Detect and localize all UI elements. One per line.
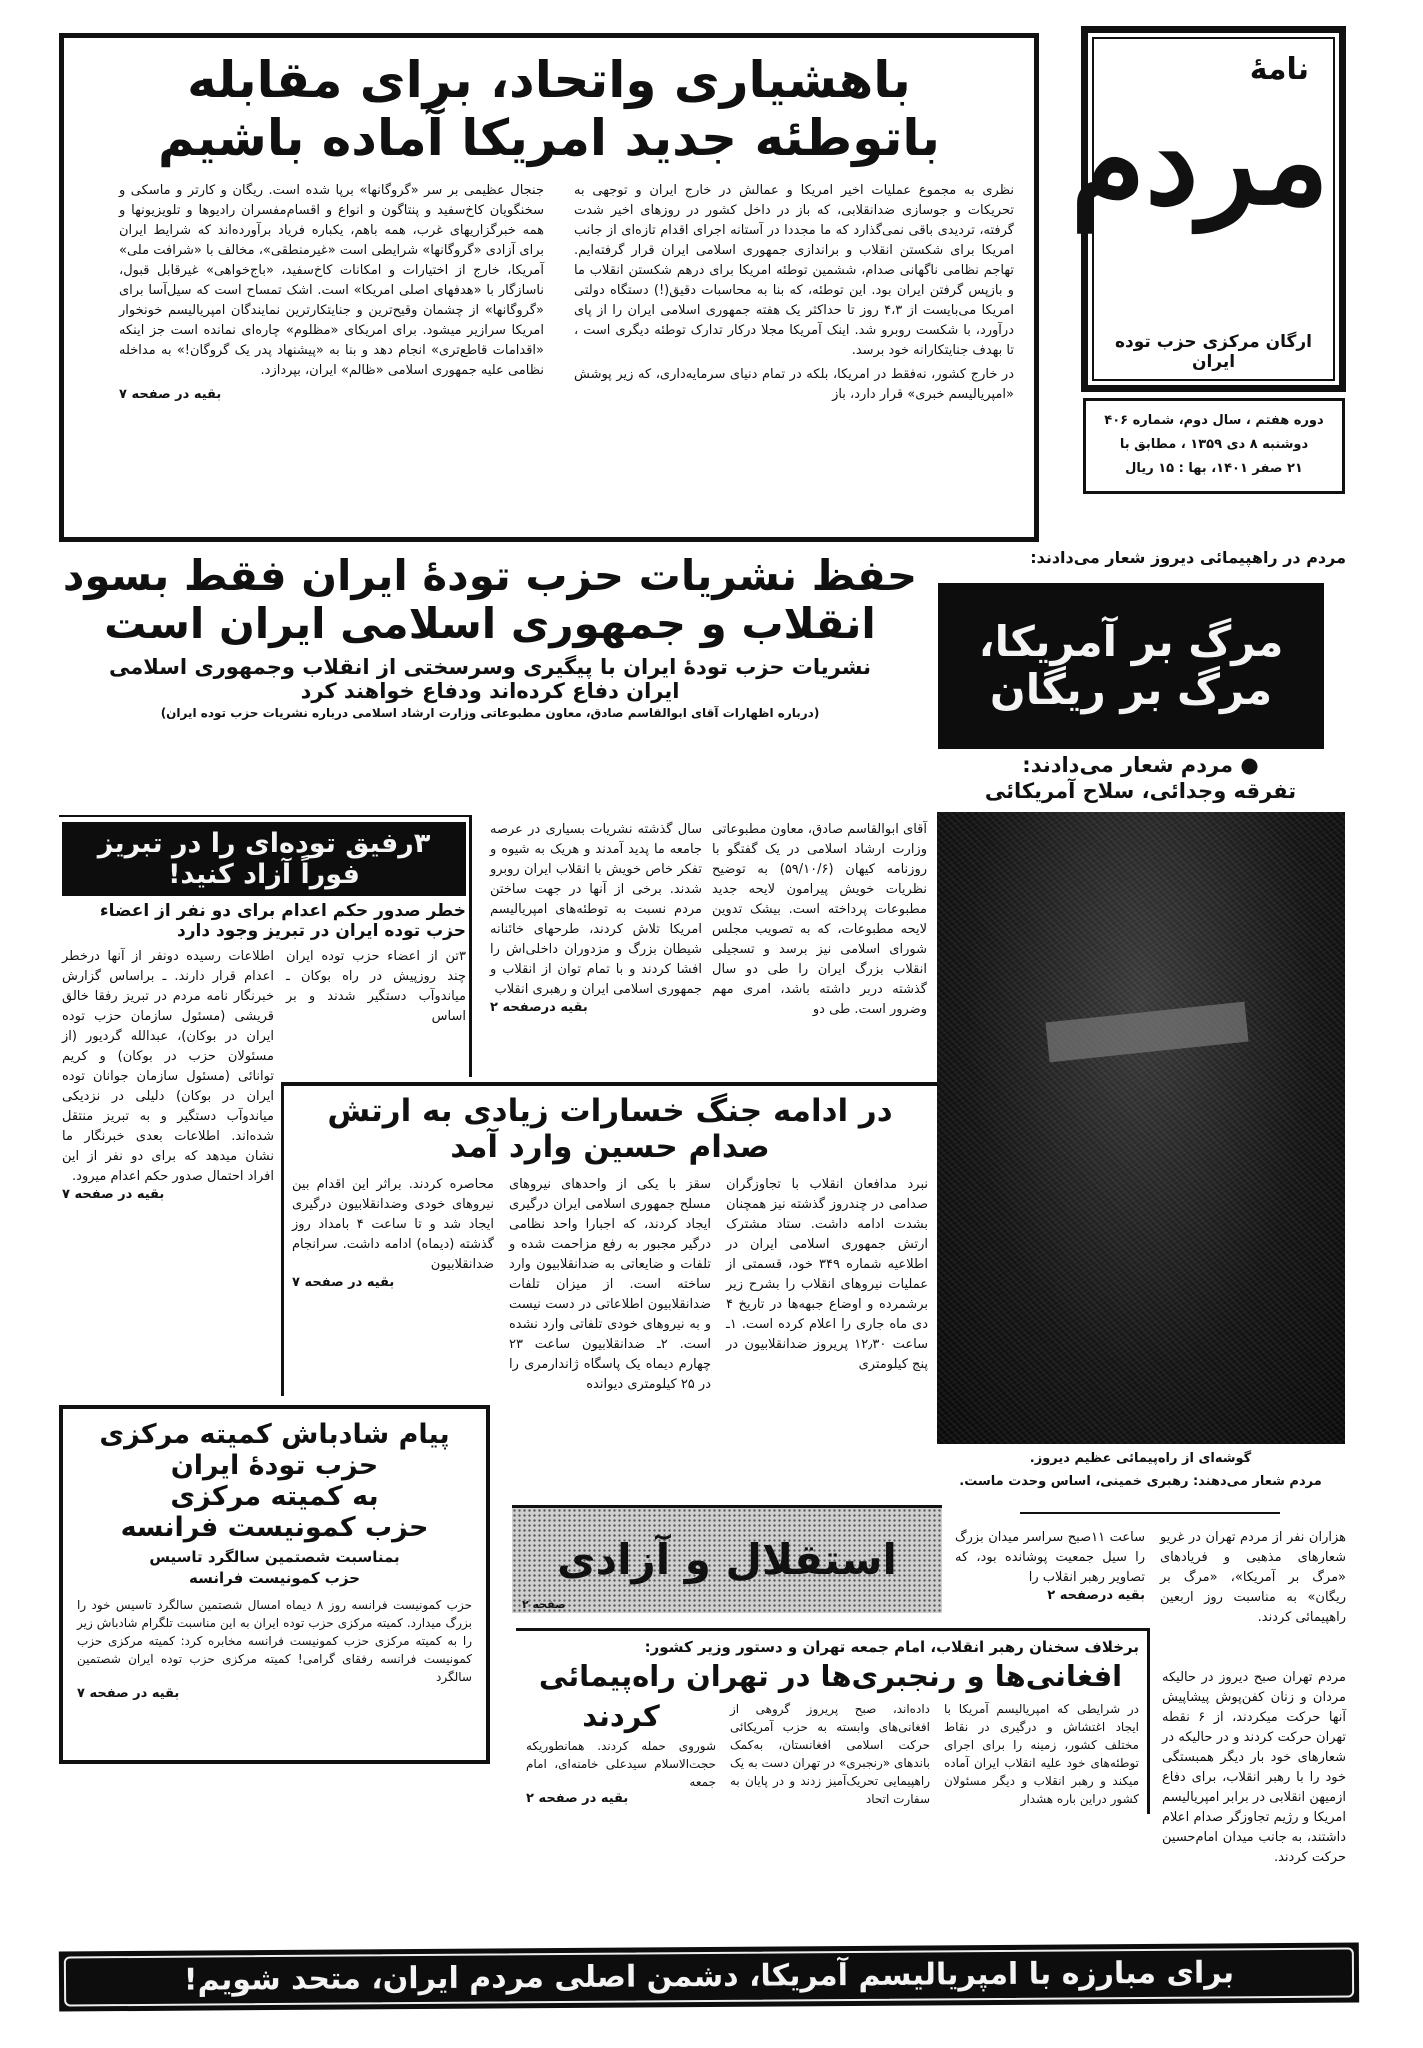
afghan-article xyxy=(516,1628,1150,1814)
afghan-col-mid: داده‌اند، صبح پریروز گروهی از افغانی‌های وابسته به حزب آمریکائی حرکت اسلامی افغانستان، به‌کمک باندهای «رنجبری» در تهران دست به یک راهپیمایی تحریک‌آمیز زدند و در پایان به سفارت اتحاد xyxy=(730,1701,930,1806)
march-photo xyxy=(937,812,1345,1444)
greeting-subhead-2: حزب کمونیست فرانسه xyxy=(188,1569,361,1588)
slogans-black-box xyxy=(938,583,1324,749)
afghan-col-right: در شرایطی که امپریالیسم آمریکا با ایجاد اغتشاش و درگیری در نقاط مختلف کشور، زمینه را برای اجرای توطئه‌های خود علیه انقلاب ایران آماده میکند و رهبر انقلاب و دیگر مسئولان کشور دراین باره هشدار xyxy=(944,1701,1139,1806)
press-subhead-1: نشریات حزب تودهٔ ایران با پیگیری وسرسختی از انقلاب وجمهوری اسلامی xyxy=(109,654,871,679)
press-headline-1: حفظ نشریات حزب تودهٔ ایران فقط بسود xyxy=(62,551,918,600)
top-col-right-text: نظری به مجموع عملیات اخیر امریکا و عمالش در خارج ایران و توجهی به تحریکات و جوسازی ضدانقلابی، که باز در داخل کشور در روزهای اخیر شدت گرفته، تردیدی باقی نمی‌گذارد که ما مجددا در آستانه اجرای اقدام تازه‌ای از جانب امریکا برای شکستن انقلاب و براندازی جمهوری اسلامی ایران قرار گرفته‌ایم. تهاجم نظامی ناگهانی صدام، ششمین توطئه امریکا برای درهم شکستن انقلاب ما و بازپس گرفتن ایران بود. این توطئه، که بنا به محاسبات دقیق(!) دستگاه دولتی امریکا می‌بایست از ۴،۳ روز تا حداکثر یک هفته جمهوری اسلامی ایران را از پای درآورد، با شکست روبرو شد. اینک آمریکا مجلا درکار تدارک توطئه دیگری است ، تا بهدف جنایتکارانه خود برسد. xyxy=(574,183,1014,358)
slogans-bullet xyxy=(935,752,1346,804)
march-col-right: هزاران نفر از مردم تهران در غریو شعارهای مذهبی و فریادهای «مرگ بر آمریکا»، «مرگ بر ریگان» به مناسبت روز اربعین راهپیمائی کردند. xyxy=(1160,1530,1346,1625)
slogans-kicker: مردم در راهپیمائی دیروز شعار می‌دادند: xyxy=(1030,548,1346,567)
top-col-right-text-2: در خارج کشور، نه‌فقط در امریکا، بلکه در تمام دنیای سرمایه‌داری، که زیر پوشش «امپریالیسم خبری» قرار دارد، باز xyxy=(574,367,1014,402)
issue-price: ۲۱ صفر ۱۴۰۱، بها : ۱۵ ریال xyxy=(1125,461,1303,476)
war-col-right: نبرد مدافعان انقلاب با تجاوزگران صدامی در چندروز گذشته نیز همچنان بشدت ادامه داشت. ستاد مشترک ارتش جمهوری اسلامی ایران در اطلاعیه شماره ۳۴۹ خود، قسمتی از عملیات نیروهای انقلاب را بشرح زیر برشمرده و اوضاع جبهه‌ها در تاریخ ۴ دی ماه جاری را اعلام کرده است. ۱ـ ساعت ۱۲٫۳۰ پریروز ضدانقلابیون در پنج کیلومتری xyxy=(726,1177,928,1373)
tabriz-continued[interactable]: بقیه در صفحه ۷ xyxy=(62,1187,165,1203)
bullet-icon: ● xyxy=(1233,753,1259,777)
photo-caption-1: گوشه‌ای از راه‌پیمائی عظیم دیروز. xyxy=(1029,1451,1252,1466)
independence-box xyxy=(512,1505,942,1613)
slogan-death-america: مرگ بر آمریکا، xyxy=(978,616,1284,666)
top-headline-2: باتوطئه جدید امریکا آماده باشیم xyxy=(158,108,940,167)
march-col-left-text: ساعت ۱۱صبح سراسر میدان بزرگ را سیل جمعیت پوشانده بود، که تصاویر رهبر انقلاب را xyxy=(955,1530,1145,1585)
issue-info xyxy=(1083,398,1345,494)
tabriz-col-left-text: اطلاعات رسیده دونفر از آنها درخطر اعدام قرار دارند. ـ براساس گزارش خبرنگار نامه مردم در تبریز رفقا خالق قریشی (مسئول سازمان حزب توده ایران در بوکان)، عبدالله گردیور (از مسئولان حزب در بوکان) و کریم توانائی (مسئول سازمان جوانان توده ایران در بوکان) دلیلی در نزدیکی میاندوآب دستگیر و به تبریز منتقل شده‌اند. اطلاعات بعدی خبرنگار ما نشان میدهد که برای دو نفر از این افراد احتمال صدور حکم اعدام میرود. xyxy=(62,949,274,1185)
war-article xyxy=(292,1094,928,1395)
afghan-col-left xyxy=(526,1700,716,1806)
press-subhead-2: ایران دفاع کرده‌اند ودفاع خواهند کرد xyxy=(300,678,680,703)
afghan-col-left-text: شوروی حمله کردند. همانطوریکه حجت‌الاسلام سیدعلی خامنه‌ای، امام جمعه xyxy=(526,1738,716,1789)
tabriz-col-left xyxy=(62,947,274,1202)
issue-date: دوشنبه ۸ دی ۱۳۵۹ ، مطابق با xyxy=(1119,437,1309,452)
independence-page-ref[interactable]: صفحه ۲ xyxy=(522,1598,566,1611)
afghan-continued[interactable]: بقیه در صفحه ۲ xyxy=(526,1790,629,1806)
war-col-mid: سقز با یکی از واحدهای نیروهای مسلح جمهوری اسلامی ایران درگیری ایجاد کردند، که اجبارا واحد نظامی درگیر مجبور به رفع مزاحمت شده و تلفات و ضایعاتی به ضدانقلابیون وارد ساخته است. از میزان تلفات ضدانقلابیون اطلاعاتی در دست نیست و به نیروهای خودی تلفاتی وارد نشده است. ۲ـ ضدانقلابیون ساعت ۲۳ چهارم دیماه یک پاسگاه ژاندارمری را در ۲۵ کیلومتری دیوانده xyxy=(509,1177,711,1393)
bottom-banner xyxy=(59,1942,1359,2011)
war-headline-1: در ادامه جنگ خسارات زیادی به ارتش xyxy=(327,1093,893,1129)
tabriz-subhead-2: حزب توده ایران در تبریز وجود دارد xyxy=(177,920,466,941)
masthead xyxy=(1070,26,1346,392)
greeting-subhead-1: بمناسبت شصتمین سالگرد تاسیس xyxy=(149,1548,400,1567)
greeting-body: حزب کمونیست فرانسه روز ۸ دیماه امسال شصتمین سالگرد تاسیس خود را بزرگ میدارد. کمیته مرکزی حزب توده ایران به این مناسبت تلگرام شادباش زیر را به کمیته مرکزی حزب کمونیست فرانسه مخابره کرد: کمیته مرکزی حزب کمونیست فرانسه رفقای گرامی! کمیته مرکزی حزب توده ایران شصتمین سالگرد xyxy=(77,1597,472,1684)
press-header xyxy=(60,552,920,721)
march-col-left xyxy=(955,1528,1145,1603)
top-col-right xyxy=(574,181,1014,405)
slogans-bullet-line-1: ● مردم شعار می‌دادند: xyxy=(1022,753,1259,777)
press-col-left xyxy=(490,820,702,1015)
war-continued[interactable]: بقیه در صفحه ۷ xyxy=(292,1275,395,1291)
press-headline-2: انقلاب و جمهوری اسلامی ایران است xyxy=(104,599,876,649)
press-col-right: آقای ابوالقاسم صادق، معاون مطبوعاتی وزارت ارشاد اسلامی در یک گفتگو با روزنامه کیهان (۵۹/۱۰/۶) به توضیح نظریات خویش پیرامون لایحه جدید مطبوعات پرداخته است. بیشک تدوین لایحه مطبوعات، که به تصویب مجلس شورای اسلامی نیز برسد و تسجیلی انقلاب بزرگ ایران را طی دو سال گذشته دربر داشته باشد، امری مهم وضرور است. طی دو xyxy=(712,822,927,1017)
tabriz-col-right: ۳تن از اعضاء حزب توده ایران چند روزپیش در راه بوکان ـ میاندوآب دستگیر شدند و بر اساس xyxy=(286,949,466,1025)
top-continued[interactable]: بقیه در صفحه ۷ xyxy=(119,387,222,402)
greeting-headline-3: به کمیته مرکزی xyxy=(170,1481,379,1513)
afghan-kicker: برخلاف سخنان رهبر انقلاب، امام جمعه تهران و دستور وزیر کشور: xyxy=(644,1638,1139,1656)
caption-divider xyxy=(1020,1512,1280,1514)
press-note: (درباره اظهارات آقای ابوالقاسم صادق، معاون مطبوعاتی وزارت ارشاد اسلامی درباره نشریات حزب توده ایران) xyxy=(160,705,820,720)
greeting-article xyxy=(59,1405,490,1764)
tabriz-title-1: ۳رفیق توده‌ای را در تبریز xyxy=(97,828,431,859)
afghan-headline-2: کردند xyxy=(582,1698,660,1733)
masthead-name-small: نامهٔ xyxy=(1249,52,1309,87)
tabriz-article-frame xyxy=(59,815,471,817)
masthead-logo: مردم xyxy=(1070,91,1329,232)
greeting-headline-4: حزب کمونیست فرانسه xyxy=(120,1512,429,1544)
march-col-bottom: مردم تهران صبح دیروز در حالیکه مردان و زنان کفن‌پوش پیشاپیش آنها حرکت میکردند، از ۶ نقطه تهران حرکت کردند و در حالیکه در شعارهای خود بار دیگر همبستگی خود را با رهبر انقلاب، برای دفاع ازمیهن انقلابی در برابر امپریالیسم امریکا و رژیم تجاوزگر صدام اعلام داشتند، به جانب میدان امام‌حسین حرکت کردند. xyxy=(1162,1670,1346,1865)
march-continued[interactable]: بقیه درصفحه ۲ xyxy=(1047,1588,1145,1603)
tabriz-black-box xyxy=(62,822,466,896)
war-headline-2: صدام حسین وارد آمد xyxy=(450,1128,770,1165)
photo-caption-2: مردم شعار می‌دهند: رهبری خمینی، اساس وحدت ماست. xyxy=(959,1474,1322,1489)
issue-number: دوره هفتم ، سال دوم، شماره ۴۰۶ xyxy=(1104,413,1324,428)
top-col-left-text: جنجال عظیمی بر سر «گروگانها» برپا شده است. ریگان و کارتر و ماسکی و سخنگویان کاخ‌سفید و پنتاگون و انواع و اقسام‌مفسران رادیوها و تلویزیونها و همه خبرگزاریهای غرب، همه باهم، یکباره فریاد برآورده‌اند که شرایط ایران برای آزادی «گروگانها» شرایطی است «غیرمنطقی»، مخالف با «شرافت ملی» آمریکا، خارج از اختیارات و امکانات کاخ‌سفید، «باج‌خواهی» غیرقابل قبول، ناسازگار با «هدفهای اصلی امریکا» است. اشک تمساح است که سیل‌آسا برای «گروگانها» از چشمان وقیح‌ترین و جنایتکارترین نمایندگان امپریالیسم خونخوار امریکا سرازیر میشود. برای امریکای «مظلوم» چاره‌ای نمانده است جز اینکه «اقدامات قاطع‌تری» انجام دهد و بنا به «پیشنهاد پدر یک گروگان!» به مداخله نظامی علیه جمهوری اسلامی «ظالم» ایران، بپردازد. xyxy=(119,183,544,378)
top-col-left xyxy=(119,181,544,402)
tabriz-subhead-1: خطر صدور حکم اعدام برای دو نفر از اعضاء xyxy=(99,901,466,922)
war-columns xyxy=(292,1175,928,1395)
bottom-banner-text: برای مبارزه با امپریالیسم آمریکا، دشمن اصلی مردم ایران، متحد شویم! xyxy=(183,1955,1235,1998)
afghan-headline-1: افغانی‌ها و رنجبری‌ها در تهران راه‌پیمائی xyxy=(538,1659,1123,1694)
top-article xyxy=(59,33,1039,542)
press-continued[interactable]: بقیه درصفحه ۲ xyxy=(490,1000,588,1015)
slogans-bullet-line-2: تفرقه وجدائی، سلاح آمریکائی xyxy=(984,779,1297,803)
greeting-headline-2: حزب تودهٔ ایران xyxy=(170,1450,379,1482)
top-headline-1: باهشیاری واتحاد، برای مقابله xyxy=(187,51,911,109)
tabriz-title-2: فوراً آزاد کنید! xyxy=(168,859,360,891)
greeting-continued[interactable]: بقیه در صفحه ۷ xyxy=(77,1685,180,1701)
top-columns xyxy=(84,181,1014,405)
masthead-organ: ارگان مرکزی حزب توده ایران xyxy=(1114,332,1312,372)
independence-title: استقلال و آزادی xyxy=(557,1535,897,1585)
war-col-left-text: محاصره کردند. براثر این اقدام بین نیروهای خودی وضدانقلابیون درگیری ایجاد شد و تا ساعت ۴ بامداد روز گذشته (دیماه) ادامه داشت. سرانجام ضدانقلابیون xyxy=(292,1177,495,1273)
afghan-columns xyxy=(522,1700,1139,1808)
greeting-headline-1: پیام شادباش کمیته مرکزی xyxy=(99,1419,450,1450)
press-col-left-text: سال گذشته نشریات بسیاری در عرصه جامعه ما پدید آمدند و هریک به شیوه و تفکر خاص خویش با انقلاب ایران روبرو شدند. برخی از آنها در جهت ساختن مردم نسبت به توطئه‌های امپریالیسم امریکا تلاش کردند، طرحهای خائنانه شیطان بزرگ و مزدوران داخلی‌اش را افشا کردند و با تمام توان از انقلاب و جمهوری اسلامی ایران و رهبری انقلاب xyxy=(490,822,702,997)
slogan-death-reagan: مرگ بر ریگان xyxy=(989,665,1273,714)
war-col-left xyxy=(292,1175,494,1290)
